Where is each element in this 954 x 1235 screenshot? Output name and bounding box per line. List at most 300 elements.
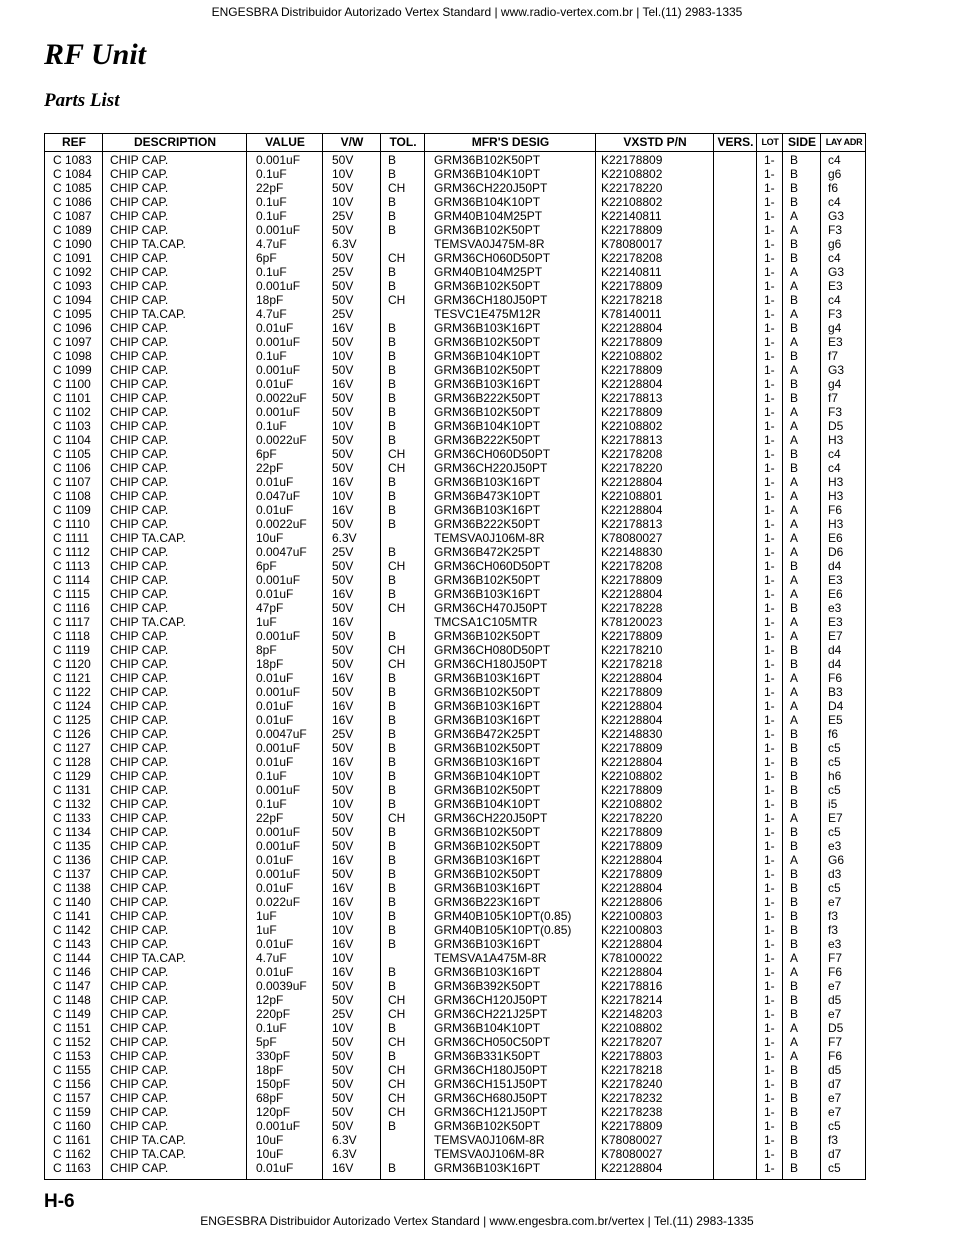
cell-vxstd-pn: K22178809 xyxy=(601,783,663,797)
cell-ref: C 1089 xyxy=(53,223,92,237)
cell-side: B xyxy=(790,783,799,797)
cell-ref: C 1118 xyxy=(53,629,90,643)
cell-tol: B xyxy=(388,923,397,937)
cell-ref: C 1125 xyxy=(53,713,91,727)
cell-vw: 25V xyxy=(332,727,354,741)
cell-description: CHIP CAP. xyxy=(110,979,169,993)
cell-vxstd-pn: K22178214 xyxy=(601,993,663,1007)
cell-lay-adr: c5 xyxy=(828,741,841,755)
cell-lot: 1- xyxy=(764,1091,775,1105)
cell-value: 4.7uF xyxy=(256,951,287,965)
cell-vxstd-pn: K22178813 xyxy=(601,517,663,531)
cell-side: B xyxy=(790,825,799,839)
cell-lay-adr: e3 xyxy=(828,839,842,853)
cell-vw: 16V xyxy=(332,965,354,979)
cell-ref: C 1100 xyxy=(53,377,91,391)
cell-mfr-desig: GRM36B102K50PT xyxy=(434,1119,541,1133)
cell-vxstd-pn: K22128804 xyxy=(601,881,663,895)
cell-vxstd-pn: K22178809 xyxy=(601,685,663,699)
cell-mfr-desig: GRM36B331K50PT xyxy=(434,1049,541,1063)
cell-vw: 50V xyxy=(332,1077,354,1091)
cell-vw: 50V xyxy=(332,461,354,475)
cell-lay-adr: F6 xyxy=(828,503,843,517)
cell-side: B xyxy=(790,1147,799,1161)
cell-lay-adr: B3 xyxy=(828,685,843,699)
cell-vw: 16V xyxy=(332,881,354,895)
cell-lot: 1- xyxy=(764,1049,775,1063)
cell-description: CHIP CAP. xyxy=(110,419,169,433)
cell-side: A xyxy=(790,265,799,279)
column-divider xyxy=(713,134,714,1179)
table-row xyxy=(45,811,865,825)
cell-value: 0.022uF xyxy=(256,895,301,909)
cell-value: 0.001uF xyxy=(256,741,301,755)
cell-value: 0.0022uF xyxy=(256,391,307,405)
cell-vw: 25V xyxy=(332,545,354,559)
cell-lot: 1- xyxy=(764,377,775,391)
table-row xyxy=(45,461,865,475)
column-divider xyxy=(102,134,103,1179)
cell-value: 0.01uF xyxy=(256,475,294,489)
cell-vw: 16V xyxy=(332,503,354,517)
cell-vxstd-pn: K22178207 xyxy=(601,1035,663,1049)
cell-tol: B xyxy=(388,517,397,531)
cell-value: 0.1uF xyxy=(256,797,287,811)
cell-tol: B xyxy=(388,783,397,797)
cell-value: 8pF xyxy=(256,643,277,657)
cell-ref: C 1136 xyxy=(53,853,91,867)
table-row xyxy=(45,797,865,811)
cell-lay-adr: E3 xyxy=(828,279,843,293)
cell-ref: C 1113 xyxy=(53,559,90,573)
table-row xyxy=(45,979,865,993)
cell-mfr-desig: GRM36B222K50PT xyxy=(434,517,541,531)
cell-lot: 1- xyxy=(764,153,775,167)
cell-lot: 1- xyxy=(764,699,775,713)
table-row xyxy=(45,951,865,965)
cell-lot: 1- xyxy=(764,741,775,755)
cell-lot: 1- xyxy=(764,993,775,1007)
cell-lot: 1- xyxy=(764,895,775,909)
cell-vw: 50V xyxy=(332,293,354,307)
cell-vw: 50V xyxy=(332,685,354,699)
cell-mfr-desig: GRM36B104K10PT xyxy=(434,349,541,363)
table-row xyxy=(45,685,865,699)
cell-vxstd-pn: K22128804 xyxy=(601,1161,663,1175)
cell-mfr-desig: TEMSVA0J475M-8R xyxy=(434,237,545,251)
cell-side: A xyxy=(790,1035,799,1049)
cell-side: A xyxy=(790,405,799,419)
cell-vxstd-pn: K22178813 xyxy=(601,391,663,405)
column-divider xyxy=(782,134,783,1179)
cell-lay-adr: f7 xyxy=(828,349,839,363)
cell-vxstd-pn: K22178809 xyxy=(601,279,663,293)
cell-lay-adr: E3 xyxy=(828,573,843,587)
cell-vw: 50V xyxy=(332,405,354,419)
cell-vw: 50V xyxy=(332,559,354,573)
cell-vxstd-pn: K78080027 xyxy=(601,1133,663,1147)
cell-tol: B xyxy=(388,209,397,223)
cell-tol: B xyxy=(388,937,397,951)
cell-vw: 50V xyxy=(332,1063,354,1077)
cell-lay-adr: e7 xyxy=(828,1007,842,1021)
cell-mfr-desig: GRM36B222K50PT xyxy=(434,433,541,447)
table-row xyxy=(45,769,865,783)
table-row xyxy=(45,419,865,433)
cell-lot: 1- xyxy=(764,279,775,293)
table-row xyxy=(45,993,865,1007)
cell-lot: 1- xyxy=(764,391,775,405)
cell-lay-adr: d7 xyxy=(828,1147,842,1161)
cell-vxstd-pn: K22178208 xyxy=(601,559,663,573)
cell-description: CHIP TA.CAP. xyxy=(110,307,186,321)
cell-description: CHIP CAP. xyxy=(110,405,169,419)
cell-tol: CH xyxy=(388,293,406,307)
cell-lay-adr: F6 xyxy=(828,1049,843,1063)
cell-vxstd-pn: K22178809 xyxy=(601,867,663,881)
cell-mfr-desig: GRM40B105K10PT(0.85) xyxy=(434,909,572,923)
cell-vxstd-pn: K22128804 xyxy=(601,587,663,601)
cell-description: CHIP CAP. xyxy=(110,1063,169,1077)
cell-ref: C 1160 xyxy=(53,1119,91,1133)
cell-value: 47pF xyxy=(256,601,284,615)
cell-description: CHIP CAP. xyxy=(110,573,169,587)
cell-vw: 50V xyxy=(332,1119,354,1133)
cell-lay-adr: F6 xyxy=(828,671,843,685)
cell-side: A xyxy=(790,279,799,293)
cell-vxstd-pn: K22100803 xyxy=(601,909,663,923)
cell-tol: CH xyxy=(388,1035,406,1049)
cell-vxstd-pn: K22128804 xyxy=(601,713,663,727)
cell-value: 4.7uF xyxy=(256,307,287,321)
cell-tol: B xyxy=(388,671,397,685)
cell-value: 0.001uF xyxy=(256,1119,301,1133)
cell-lay-adr: G3 xyxy=(828,363,845,377)
cell-mfr-desig: GRM36CH470J50PT xyxy=(434,601,548,615)
cell-mfr-desig: GRM36B104K10PT xyxy=(434,167,541,181)
cell-vw: 10V xyxy=(332,951,354,965)
cell-lot: 1- xyxy=(764,1007,775,1021)
cell-side: B xyxy=(790,769,799,783)
cell-mfr-desig: GRM36B102K50PT xyxy=(434,839,541,853)
cell-value: 22pF xyxy=(256,181,284,195)
cell-description: CHIP CAP. xyxy=(110,993,169,1007)
column-divider xyxy=(424,134,425,1179)
cell-vw: 25V xyxy=(332,1007,354,1021)
cell-ref: C 1146 xyxy=(53,965,91,979)
cell-tol: B xyxy=(388,685,397,699)
cell-vw: 16V xyxy=(332,699,354,713)
cell-description: CHIP CAP. xyxy=(110,1077,169,1091)
cell-vw: 50V xyxy=(332,251,354,265)
cell-mfr-desig: GRM36CH220J50PT xyxy=(434,461,548,475)
cell-lot: 1- xyxy=(764,1119,775,1133)
cell-lay-adr: E7 xyxy=(828,811,843,825)
cell-mfr-desig: GRM36B104K10PT xyxy=(434,419,541,433)
cell-vw: 50V xyxy=(332,867,354,881)
table-row xyxy=(45,1119,865,1133)
cell-description: CHIP TA.CAP. xyxy=(110,615,186,629)
cell-vw: 50V xyxy=(332,741,354,755)
cell-vw: 6.3V xyxy=(332,1133,357,1147)
page-number: H-6 xyxy=(44,1191,75,1212)
cell-side: B xyxy=(790,195,799,209)
cell-lot: 1- xyxy=(764,195,775,209)
cell-tol: CH xyxy=(388,559,406,573)
cell-lot: 1- xyxy=(764,517,775,531)
cell-mfr-desig: GRM36B103K16PT xyxy=(434,755,541,769)
cell-description: CHIP CAP. xyxy=(110,1049,169,1063)
cell-ref: C 1104 xyxy=(53,433,91,447)
cell-mfr-desig: GRM36B104K10PT xyxy=(434,195,541,209)
cell-side: A xyxy=(790,419,799,433)
cell-value: 0.0022uF xyxy=(256,433,307,447)
cell-side: B xyxy=(790,741,799,755)
cell-side: B xyxy=(790,391,799,405)
cell-ref: C 1107 xyxy=(53,475,91,489)
cell-tol: B xyxy=(388,741,397,755)
table-row xyxy=(45,363,865,377)
cell-lay-adr: g4 xyxy=(828,321,842,335)
cell-ref: C 1091 xyxy=(53,251,92,265)
table-row xyxy=(45,713,865,727)
cell-vxstd-pn: K22178809 xyxy=(601,153,663,167)
cell-vw: 50V xyxy=(332,657,354,671)
cell-side: B xyxy=(790,909,799,923)
cell-vw: 16V xyxy=(332,1161,354,1175)
table-row xyxy=(45,503,865,517)
cell-mfr-desig: GRM36B104K10PT xyxy=(434,797,541,811)
cell-side: A xyxy=(790,951,799,965)
cell-lot: 1- xyxy=(764,797,775,811)
cell-lay-adr: e3 xyxy=(828,937,842,951)
cell-tol: B xyxy=(388,825,397,839)
cell-ref: C 1086 xyxy=(53,195,92,209)
cell-side: B xyxy=(790,895,799,909)
cell-description: CHIP CAP. xyxy=(110,377,169,391)
cell-description: CHIP CAP. xyxy=(110,643,169,657)
cell-description: CHIP CAP. xyxy=(110,755,169,769)
cell-side: B xyxy=(790,727,799,741)
cell-lay-adr: G3 xyxy=(828,265,845,279)
cell-tol: CH xyxy=(388,1077,406,1091)
cell-lay-adr: g6 xyxy=(828,237,842,251)
cell-ref: C 1159 xyxy=(53,1105,91,1119)
table-row xyxy=(45,517,865,531)
cell-mfr-desig: GRM36B104K10PT xyxy=(434,1021,541,1035)
cell-ref: C 1131 xyxy=(53,783,91,797)
cell-vxstd-pn: K22108802 xyxy=(601,349,663,363)
cell-lay-adr: D4 xyxy=(828,699,844,713)
table-row xyxy=(45,615,865,629)
cell-vw: 10V xyxy=(332,489,354,503)
cell-lay-adr: d5 xyxy=(828,1063,842,1077)
page-title: RF Unit xyxy=(44,38,146,71)
cell-lay-adr: g6 xyxy=(828,167,842,181)
cell-vw: 50V xyxy=(332,433,354,447)
cell-ref: C 1105 xyxy=(53,447,91,461)
cell-vw: 6.3V xyxy=(332,531,357,545)
column-header-vers: VERS. xyxy=(717,135,754,149)
cell-value: 220pF xyxy=(256,1007,291,1021)
table-row xyxy=(45,867,865,881)
cell-lot: 1- xyxy=(764,671,775,685)
cell-lot: 1- xyxy=(764,783,775,797)
cell-vxstd-pn: K22178809 xyxy=(601,405,663,419)
cell-ref: C 1133 xyxy=(53,811,91,825)
cell-ref: C 1148 xyxy=(53,993,91,1007)
cell-value: 0.1uF xyxy=(256,419,287,433)
cell-value: 0.001uF xyxy=(256,363,301,377)
cell-ref: C 1108 xyxy=(53,489,91,503)
cell-vxstd-pn: K22100803 xyxy=(601,923,663,937)
cell-tol: B xyxy=(388,853,397,867)
cell-lay-adr: c5 xyxy=(828,755,841,769)
cell-tol: B xyxy=(388,881,397,895)
cell-value: 4.7uF xyxy=(256,237,287,251)
cell-vw: 10V xyxy=(332,769,354,783)
cell-lot: 1- xyxy=(764,167,775,181)
cell-value: 0.001uF xyxy=(256,279,301,293)
cell-description: CHIP CAP. xyxy=(110,797,169,811)
cell-tol: CH xyxy=(388,1063,406,1077)
cell-side: B xyxy=(790,797,799,811)
cell-tol: B xyxy=(388,727,397,741)
cell-side: B xyxy=(790,1063,799,1077)
cell-vw: 50V xyxy=(332,335,354,349)
cell-side: B xyxy=(790,1105,799,1119)
cell-tol: B xyxy=(388,433,397,447)
cell-value: 120pF xyxy=(256,1105,291,1119)
cell-description: CHIP CAP. xyxy=(110,321,169,335)
column-header-lay-adr: LAY ADR xyxy=(825,137,863,147)
cell-value: 1uF xyxy=(256,909,277,923)
table-row xyxy=(45,965,865,979)
cell-description: CHIP CAP. xyxy=(110,363,169,377)
cell-side: B xyxy=(790,601,799,615)
cell-lay-adr: c4 xyxy=(828,195,841,209)
cell-side: B xyxy=(790,237,799,251)
cell-ref: C 1112 xyxy=(53,545,90,559)
cell-value: 0.001uF xyxy=(256,867,301,881)
cell-lot: 1- xyxy=(764,1147,775,1161)
cell-lot: 1- xyxy=(764,405,775,419)
cell-vxstd-pn: K22178240 xyxy=(601,1077,663,1091)
cell-vw: 50V xyxy=(332,181,354,195)
table-row xyxy=(45,293,865,307)
cell-description: CHIP CAP. xyxy=(110,601,169,615)
cell-tol: CH xyxy=(388,251,406,265)
cell-tol: B xyxy=(388,769,397,783)
cell-mfr-desig: TEMSVA0J106M-8R xyxy=(434,1147,545,1161)
table-row xyxy=(45,223,865,237)
cell-vxstd-pn: K22128804 xyxy=(601,853,663,867)
cell-description: CHIP CAP. xyxy=(110,1035,169,1049)
cell-tol: CH xyxy=(388,1091,406,1105)
cell-side: B xyxy=(790,643,799,657)
cell-lot: 1- xyxy=(764,293,775,307)
cell-mfr-desig: GRM40B104M25PT xyxy=(434,265,543,279)
cell-lot: 1- xyxy=(764,839,775,853)
page-header: ENGESBRA Distribuidor Autorizado Vertex Standard | www.radio-vertex.com.br | Tel.(11) 2983-1335 xyxy=(211,5,743,19)
table-row xyxy=(45,377,865,391)
cell-vw: 16V xyxy=(332,615,354,629)
cell-lot: 1- xyxy=(764,1077,775,1091)
cell-value: 0.01uF xyxy=(256,503,294,517)
cell-ref: C 1141 xyxy=(53,909,91,923)
table-row xyxy=(45,755,865,769)
cell-description: CHIP CAP. xyxy=(110,293,169,307)
cell-ref: C 1156 xyxy=(53,1077,91,1091)
cell-tol: CH xyxy=(388,643,406,657)
cell-tol: B xyxy=(388,629,397,643)
table-row xyxy=(45,335,865,349)
cell-vxstd-pn: K22128806 xyxy=(601,895,663,909)
cell-mfr-desig: GRM36CH180J50PT xyxy=(434,657,548,671)
cell-mfr-desig: GRM36B104K10PT xyxy=(434,769,541,783)
cell-side: A xyxy=(790,811,799,825)
cell-side: B xyxy=(790,461,799,475)
table-row xyxy=(45,587,865,601)
cell-ref: C 1097 xyxy=(53,335,92,349)
table-row xyxy=(45,1063,865,1077)
cell-tol: B xyxy=(388,279,397,293)
cell-tol: B xyxy=(388,1119,397,1133)
cell-ref: C 1143 xyxy=(53,937,91,951)
column-header-value: VALUE xyxy=(265,135,305,149)
cell-ref: C 1101 xyxy=(53,391,91,405)
cell-side: A xyxy=(790,475,799,489)
cell-description: CHIP CAP. xyxy=(110,181,169,195)
cell-vxstd-pn: K22178208 xyxy=(601,447,663,461)
cell-vxstd-pn: K22108801 xyxy=(601,489,663,503)
table-row xyxy=(45,853,865,867)
cell-vxstd-pn: K22178232 xyxy=(601,1091,663,1105)
cell-mfr-desig: GRM36B103K16PT xyxy=(434,699,541,713)
cell-ref: C 1119 xyxy=(53,643,90,657)
cell-description: CHIP CAP. xyxy=(110,335,169,349)
column-divider xyxy=(322,134,323,1179)
table-row xyxy=(45,251,865,265)
cell-vxstd-pn: K22178220 xyxy=(601,811,663,825)
cell-mfr-desig: GRM36B103K16PT xyxy=(434,713,541,727)
cell-tol: B xyxy=(388,321,397,335)
cell-vxstd-pn: K22148203 xyxy=(601,1007,663,1021)
cell-description: CHIP TA.CAP. xyxy=(110,1133,186,1147)
cell-lot: 1- xyxy=(764,811,775,825)
cell-ref: C 1117 xyxy=(53,615,90,629)
column-divider xyxy=(595,134,596,1179)
cell-description: CHIP CAP. xyxy=(110,1091,169,1105)
cell-vw: 16V xyxy=(332,475,354,489)
cell-mfr-desig: GRM36CH060D50PT xyxy=(434,447,551,461)
cell-description: CHIP CAP. xyxy=(110,153,169,167)
cell-vw: 50V xyxy=(332,811,354,825)
cell-side: B xyxy=(790,993,799,1007)
cell-value: 0.01uF xyxy=(256,587,294,601)
cell-mfr-desig: GRM36B103K16PT xyxy=(434,1161,541,1175)
cell-value: 0.01uF xyxy=(256,937,294,951)
cell-mfr-desig: GRM36CH180J50PT xyxy=(434,1063,548,1077)
cell-description: CHIP CAP. xyxy=(110,769,169,783)
table-row xyxy=(45,937,865,951)
cell-lot: 1- xyxy=(764,727,775,741)
cell-mfr-desig: GRM36CH151J50PT xyxy=(434,1077,548,1091)
cell-side: B xyxy=(790,1161,799,1175)
cell-description: CHIP CAP. xyxy=(110,195,169,209)
cell-lay-adr: f6 xyxy=(828,181,839,195)
column-header-mfr-desig: MFR'S DESIG xyxy=(471,135,550,149)
